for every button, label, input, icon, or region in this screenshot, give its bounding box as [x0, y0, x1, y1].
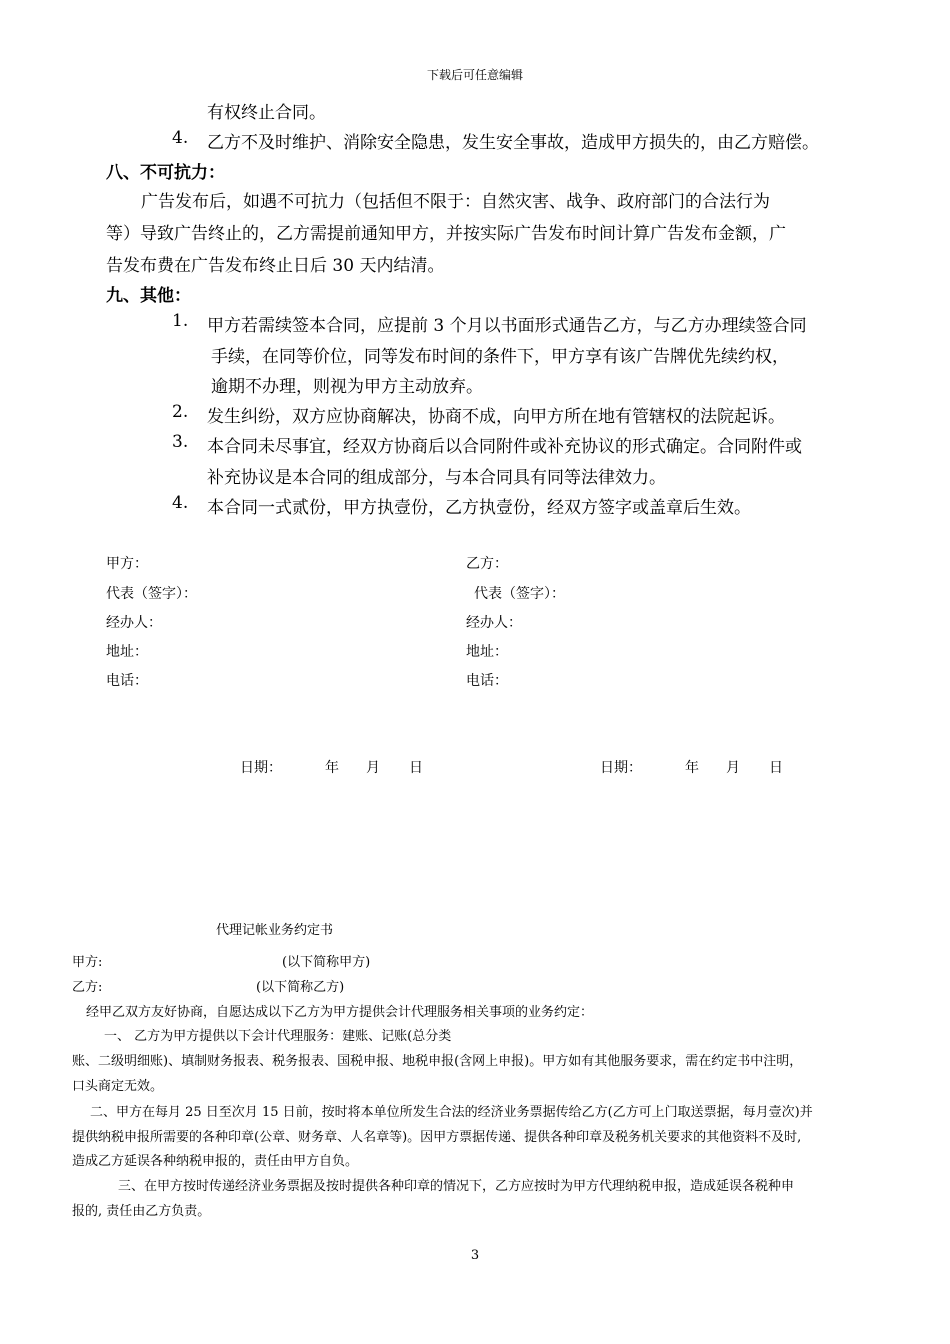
section8-line-3: 告发布费在广告发布终止日后 30 天内结清。	[106, 256, 445, 276]
party-a-phone: 电话：	[106, 673, 148, 689]
agreement-clause2-line-2: 提供纳税申报所需要的各种印章(公章、财务章、人名章等)。因甲方票据传递、提供各种印章及税务机关要求的其他资料不及时,	[72, 1130, 802, 1145]
section8-line-1: 广告发布后，如遇不可抗力（包括但不限于：自然灾害、战争、政府部门的合法行为	[141, 192, 770, 212]
party-a-date-day: 日	[409, 760, 423, 776]
party-a-date-label: 日期：	[240, 760, 282, 776]
section9-heading: 九、其他：	[106, 286, 191, 306]
party-b-address: 地址：	[466, 644, 508, 660]
section9-item3-number: 3.	[172, 432, 189, 452]
agreement-clause3-line-2: 报的, 责任由乙方负责。	[72, 1204, 211, 1219]
party-b-date-month: 月	[726, 760, 740, 776]
agreement-clause2-line-1: 二、甲方在每月 25 日至次月 15 日前，按时将本单位所发生合法的经济业务票据传给乙方(乙方可上门取送票据，每月壹次)并	[90, 1105, 813, 1120]
party-a-label: 甲方：	[106, 556, 148, 572]
party-b-date-label: 日期：	[600, 760, 642, 776]
section9-item1-line-3: 逾期不办理，则视为甲方主动放弃。	[211, 377, 483, 397]
agreement-clause1-line-1: 一、 乙方为甲方提供以下会计代理服务：建账、记账(总分类	[104, 1029, 452, 1044]
agreement-clause1-line-3: 口头商定无效。	[72, 1079, 164, 1094]
page-number: 3	[470, 1248, 480, 1263]
section7-item4-number: 4.	[172, 128, 189, 148]
party-b-handler: 经办人：	[466, 615, 522, 631]
agreement-title: 代理记帐业务约定书	[216, 923, 334, 938]
agreement-clause1-line-2: 账、二级明细账)、填制财务报表、税务报表、国税申报、地税申报(含网上申报)。甲方如有其他服务要求，需在约定书中注明，	[72, 1054, 803, 1069]
party-b-date-year: 年	[685, 760, 699, 776]
section9-item1-line-1: 甲方若需续签本合同，应提前 3 个月以书面形式通告乙方，与乙方办理续签合同	[207, 316, 807, 336]
agreement-clause2-line-3: 造成乙方延误各种纳税申报的，责任由甲方自负。	[72, 1154, 359, 1169]
section8-line-2: 等）导致广告终止的，乙方需提前通知甲方，并按实际广告发布时间计算广告发布金额，广	[106, 224, 786, 244]
party-a-address: 地址：	[106, 644, 148, 660]
section9-item4-line-1: 本合同一式贰份，甲方执壹份，乙方执壹份，经双方签字或盖章后生效。	[207, 498, 751, 518]
agreement-party-b-note: (以下简称乙方)	[256, 980, 345, 995]
party-b-label: 乙方：	[466, 556, 508, 572]
agreement-intro: 经甲乙双方友好协商，自愿达成以下乙方为甲方提供会计代理服务相关事项的业务约定：	[86, 1005, 594, 1020]
page-header: 下载后可任意编辑	[426, 68, 523, 82]
section9-item3-line-1: 本合同未尽事宜，经双方协商后以合同附件或补充协议的形式确定。合同附件或	[207, 437, 802, 457]
agreement-clause3-line-1: 三、在甲方按时传递经济业务票据及按时提供各种印章的情况下，乙方应按时为甲方代理纳税申报，造成延误各税种申	[118, 1179, 795, 1194]
party-a-representative: 代表（签字）：	[106, 586, 197, 602]
section9-item2-line-1: 发生纠纷，双方应协商解决，协商不成，向甲方所在地有管辖权的法院起诉。	[207, 407, 785, 427]
agreement-party-b-label: 乙方:	[72, 980, 103, 995]
party-b-representative: 代表（签字）：	[474, 586, 565, 602]
section9-item4-number: 4.	[172, 493, 189, 513]
section9-item1-line-2: 手续，在同等价位，同等发布时间的条件下，甲方享有该广告牌优先续约权，	[211, 347, 789, 367]
party-a-date-month: 月	[366, 760, 380, 776]
agreement-party-a-note: (以下简称甲方)	[282, 955, 371, 970]
agreement-party-a-label: 甲方:	[72, 955, 103, 970]
section7-continued-line: 有权终止合同。	[207, 103, 326, 123]
party-b-date-day: 日	[769, 760, 783, 776]
section7-item4-text: 乙方不及时维护、消除安全隐患，发生安全事故，造成甲方损失的，由乙方赔偿。	[207, 133, 819, 153]
party-a-date-year: 年	[325, 760, 339, 776]
party-b-phone: 电话：	[466, 673, 508, 689]
party-a-handler: 经办人：	[106, 615, 162, 631]
section9-item1-number: 1.	[172, 311, 189, 331]
section9-item2-number: 2.	[172, 402, 189, 422]
section9-item3-line-2: 补充协议是本合同的组成部分，与本合同具有同等法律效力。	[207, 468, 666, 488]
section8-heading: 八、不可抗力：	[106, 163, 225, 183]
